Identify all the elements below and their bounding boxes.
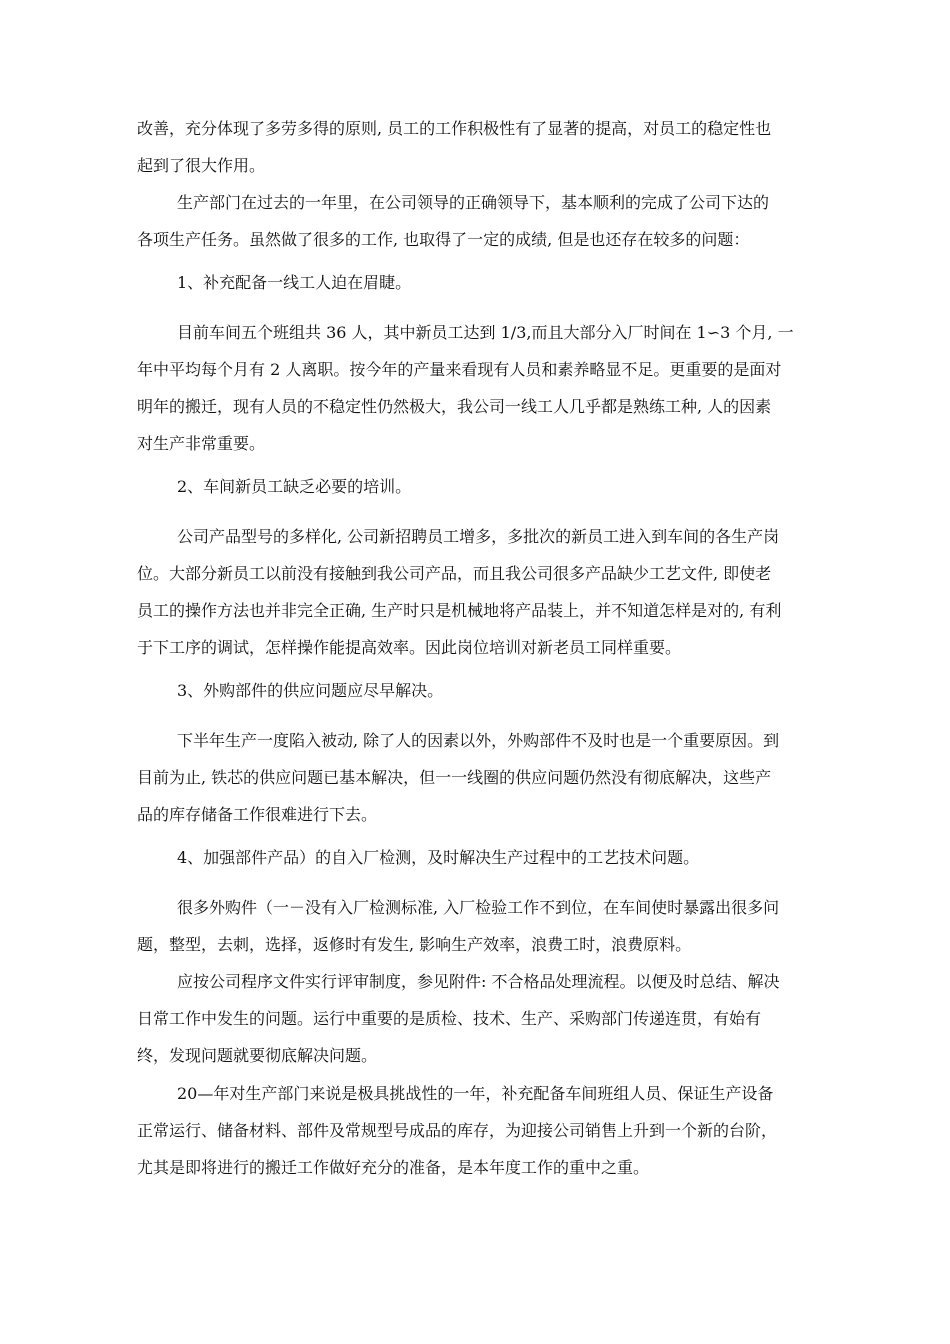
- paragraph-line: 20—年对生产部门来说是极具挑战性的一年，补充配备车间班组人员、保证生产设备: [177, 1084, 774, 1103]
- paragraph-line: 各项生产任务。虽然做了很多的工作, 也取得了一定的成绩, 但是也还存在较多的问题：: [137, 230, 750, 249]
- paragraph-line: 于下工序的调试，怎样操作能提高效率。因此岗位培训对新老员工同样重要。: [137, 638, 682, 657]
- paragraph-line: 目前为止, 铁芯的供应问题已基本解决，但一一线圈的供应问题仍然没有彻底解决，这些产: [137, 768, 772, 787]
- paragraph-line: 目前车间五个班组共 36 人，其中新员工达到 1/3,而且大部分入厂时间在 1∽3 个月, 一: [177, 323, 794, 342]
- paragraph-line: 员工的操作方法也并非完全正确, 生产时只是机械地将产品装上，并不知道怎样是对的, 有利: [137, 601, 782, 620]
- paragraph-line: 下半年生产一度陷入被动, 除了人的因素以外，外购部件不及时也是一个重要原因。到: [177, 731, 780, 750]
- paragraph-line: 对生产非常重要。: [137, 434, 266, 453]
- paragraph-line: 应按公司程序文件实行评审制度，参见附件: 不合格品处理流程。以便及时总结、解决: [177, 972, 780, 991]
- paragraph-line: 公司产品型号的多样化, 公司新招聘员工增多，多批次的新员工进入到车间的各生产岗: [177, 527, 780, 546]
- section-heading: 3、外购部件的供应问题应尽早解决。: [177, 681, 444, 700]
- paragraph-line: 年中平均每个月有 2 人离职。按今年的产量来看现有人员和素养略显不足。更重要的是面对: [137, 360, 782, 379]
- paragraph-line: 终，发现问题就要彻底解决问题。: [137, 1046, 378, 1065]
- paragraph-line: 明年的搬迁，现有人员的不稳定性仍然极大，我公司一线工人几乎都是熟练工种, 人的因素: [137, 397, 772, 416]
- section-heading: 4、加强部件产品）的自入厂检测，及时解决生产过程中的工艺技术问题。: [177, 848, 700, 867]
- paragraph-line: 正常运行、储备材料、部件及常规型号成品的库存，为迎接公司销售上升到一个新的台阶，: [137, 1121, 778, 1140]
- paragraph-line: 位。大部分新员工以前没有接触到我公司产品，而且我公司很多产品缺少工艺文件, 即使老: [137, 564, 772, 583]
- paragraph-line: 改善，充分体现了多劳多得的原则, 员工的工作积极性有了显著的提高，对员工的稳定性也: [137, 119, 772, 138]
- paragraph-line: 起到了很大作用。: [137, 156, 266, 175]
- paragraph-line: 很多外购件（一－没有入厂检测标准, 入厂检验工作不到位，在车间使时暴露出很多问: [177, 898, 780, 917]
- paragraph-line: 生产部门在过去的一年里，在公司领导的正确领导下，基本顺利的完成了公司下达的: [177, 193, 770, 212]
- section-heading: 1、补充配备一线工人迫在眉睫。: [177, 273, 412, 292]
- paragraph-line: 题，整型，去刺，选择，返修时有发生, 影响生产效率，浪费工时，浪费原料。: [137, 935, 692, 954]
- paragraph-line: 品的库存储备工作很难进行下去。: [137, 805, 378, 824]
- section-heading: 2、车间新员工缺乏必要的培训。: [177, 477, 412, 496]
- paragraph-line: 尤其是即将进行的搬迁工作做好充分的准备，是本年度工作的重中之重。: [137, 1158, 650, 1177]
- paragraph-line: 日常工作中发生的问题。运行中重要的是质检、技术、生产、采购部门传递连贯，有始有: [137, 1009, 762, 1028]
